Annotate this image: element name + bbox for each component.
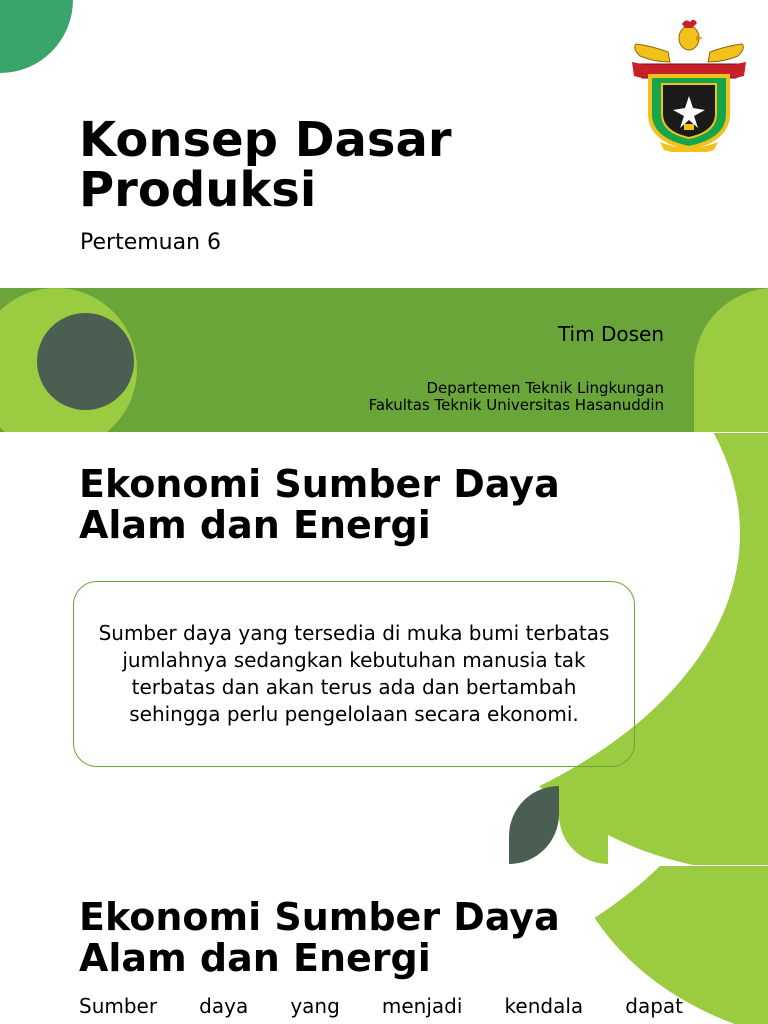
presentation-title (79, 112, 599, 218)
title-slide (0, 0, 768, 432)
definition-text: Sumber daya yang tersedia di muka bumi terbatas jumlahnya sedangkan kebutuhan manusia tak terbatas dan akan terus ada dan bertambah sehingga perlu pengelolaan secara ekonomi. (98, 621, 610, 726)
title-line-1: Konsep Dasar (79, 112, 452, 168)
slide-title (79, 464, 639, 546)
author-text: Tim Dosen (557, 322, 664, 346)
university-crest-logo (630, 18, 748, 152)
green-band (0, 288, 768, 432)
title-line-2: Alam dan Energi (79, 936, 431, 980)
title-line-2: Alam dan Energi (79, 503, 431, 547)
title-line-1: Ekonomi Sumber Daya (79, 462, 560, 506)
subtitle-meeting: Pertemuan 6 (80, 230, 222, 255)
department-text: Departemen Teknik Lingkungan (426, 379, 664, 397)
faculty-text: Fakultas Teknik Universitas Hasanuddin (368, 396, 664, 414)
corner-teal-circle (0, 0, 73, 73)
body-text: Sumber daya yang menjadi kendala dapat (79, 994, 683, 1018)
band-lime-right-shape (694, 288, 768, 432)
content-slide-2 (0, 866, 768, 1024)
band-slate-circle (37, 313, 134, 410)
slide-title (79, 897, 639, 979)
title-line-2: Produksi (79, 162, 317, 218)
definition-box (73, 581, 635, 767)
dark-leaf-shape (509, 786, 559, 864)
title-line-1: Ekonomi Sumber Daya (79, 895, 560, 939)
content-slide-1 (0, 433, 768, 865)
